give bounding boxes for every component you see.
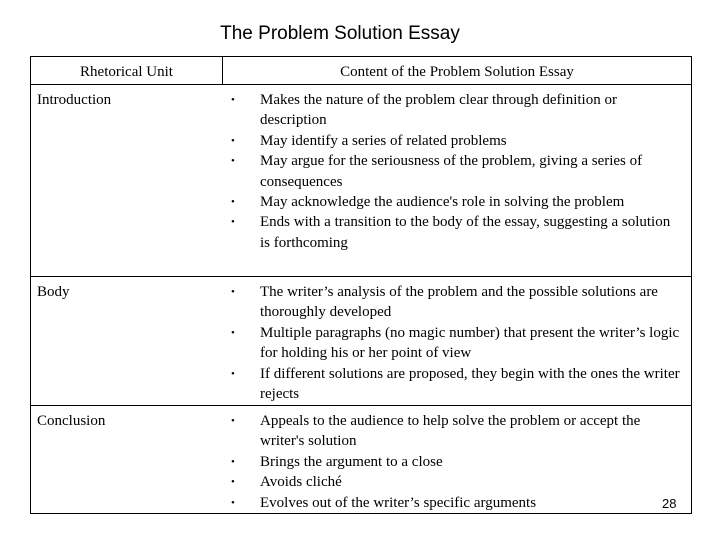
list-item-text: Appeals to the audience to help solve the problem or accept the writer's solution [260, 413, 641, 450]
list-item-text: The writer’s analysis of the problem and the possible solutions are thoroughly developed [260, 284, 658, 321]
list-item [231, 90, 681, 131]
list-item [231, 282, 681, 323]
introduction-points [231, 90, 681, 253]
list-item [231, 131, 681, 151]
bullet-icon: • [231, 326, 235, 339]
list-item [231, 151, 681, 192]
list-item [231, 411, 681, 452]
row-label-conclusion: Conclusion [37, 413, 106, 429]
conclusion-points [231, 411, 681, 513]
body-points [231, 282, 681, 404]
bullet-icon: • [231, 134, 235, 147]
list-item-text: May argue for the seriousness of the problem, giving a series of consequences [260, 153, 643, 190]
bullet-icon: • [231, 286, 235, 298]
list-item [231, 323, 681, 364]
bullet-icon: • [231, 155, 235, 168]
essay-structure-table [30, 56, 692, 514]
header-rhetorical-unit: Rhetorical Unit [80, 64, 173, 80]
list-item-text: May acknowledge the audience's role in solving the problem [260, 194, 625, 211]
list-item-text: Multiple paragraphs (no magic number) that present the writer’s logic for holding his or her point of view [260, 324, 680, 362]
bullet-icon: • [231, 94, 235, 106]
bullet-icon: • [231, 415, 235, 427]
row-label-introduction: Introduction [37, 92, 112, 108]
bullet-icon: • [231, 216, 235, 229]
list-item-text: Brings the argument to a close [260, 453, 443, 470]
list-item [231, 472, 681, 492]
list-item-text: Evolves out of the writer’s specific arguments [260, 494, 537, 511]
list-item-text: Ends with a transition to the body of the essay, suggesting a solution is forthcoming [260, 214, 671, 251]
bullet-icon: • [231, 367, 235, 380]
list-item [231, 212, 681, 253]
list-item [231, 364, 681, 405]
list-item [231, 192, 681, 212]
row-rule-body [31, 405, 691, 406]
row-label-body: Body [37, 284, 70, 300]
bullet-icon: • [231, 476, 235, 489]
page-number: 28 [662, 496, 677, 511]
slide-title: The Problem Solution Essay [220, 23, 460, 44]
row-rule-introduction [31, 276, 691, 277]
bullet-icon: • [231, 496, 235, 509]
header-content: Content of the Problem Solution Essay [340, 64, 574, 80]
header-rule [31, 84, 691, 85]
list-item [231, 493, 681, 513]
list-item-text: May identify a series of related problems [260, 132, 507, 149]
list-item-text: If different solutions are proposed, they begin with the ones the writer rejects [260, 365, 680, 403]
list-item-text: Avoids cliché [260, 474, 342, 491]
bullet-icon: • [231, 196, 235, 209]
list-item-text: Makes the nature of the problem clear through definition or description [260, 92, 617, 129]
list-item [231, 452, 681, 472]
bullet-icon: • [231, 455, 235, 468]
